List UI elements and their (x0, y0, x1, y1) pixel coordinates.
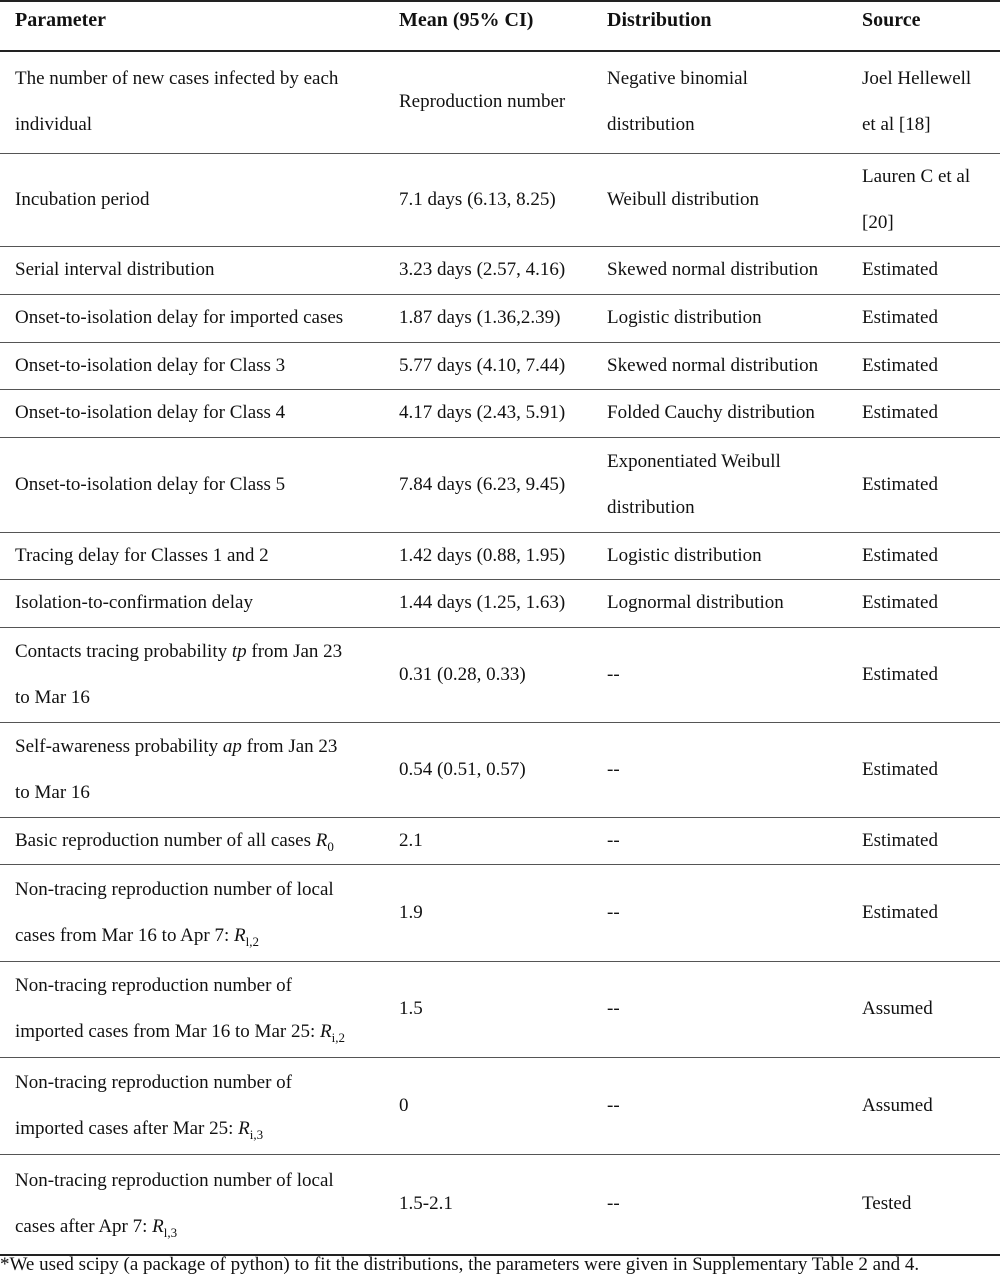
table-row (0, 51, 1000, 153)
table-row (0, 342, 1000, 389)
table-footnote: *We used scipy (a package of python) to fit the distributions, the parameters were given in Supplementary Table 2 and 4. (0, 1254, 920, 1275)
cell-source: Estimated (847, 437, 1000, 532)
cell-source: Estimated (847, 246, 1000, 294)
table-row (0, 817, 1000, 864)
header-mean: Mean (95% CI) (384, 1, 592, 51)
cell-parameter: Non-tracing reproduction number of local cases after Apr 7: $R_{l,3}$ (0, 1154, 384, 1255)
cell-distribution: Logistic distribution (592, 532, 847, 579)
cell-parameter: Incubation period (0, 153, 384, 246)
cell-parameter: Non-tracing reproduction number of imported cases from Mar 16 to Mar 25: $R_{i,2}$ (0, 961, 384, 1057)
cell-mean: 4.17 days (2.43, 5.91) (384, 389, 592, 437)
cell-distribution: Logistic distribution (592, 294, 847, 342)
table-header-row (0, 1, 1000, 51)
cell-source: Assumed (847, 1057, 1000, 1154)
cell-distribution: -- (592, 817, 847, 864)
math-subscript: l,2 (245, 933, 259, 949)
cell-mean: 1.44 days (1.25, 1.63) (384, 579, 592, 627)
table-row (0, 579, 1000, 627)
cell-distribution: Exponentiated Weibull distribution (592, 437, 847, 532)
cell-mean: 7.1 days (6.13, 8.25) (384, 153, 592, 246)
cell-mean: 5.77 days (4.10, 7.44) (384, 342, 592, 389)
cell-source: Estimated (847, 532, 1000, 579)
math-symbol: R (319, 1021, 332, 1042)
cell-source: Tested (847, 1154, 1000, 1255)
cell-mean: 2.1 (384, 817, 592, 864)
math-subscript: i,2 (331, 1029, 345, 1045)
cell-mean: 3.23 days (2.57, 4.16) (384, 246, 592, 294)
cell-parameter: Isolation-to-confirmation delay (0, 579, 384, 627)
math-symbol: R (238, 1117, 250, 1139)
math-subscript: 0 (327, 838, 334, 854)
table-row (0, 294, 1000, 342)
table-row (0, 864, 1000, 961)
cell-mean: 1.42 days (0.88, 1.95) (384, 532, 592, 579)
cell-source: Estimated (847, 864, 1000, 961)
cell-distribution: -- (592, 627, 847, 722)
cell-parameter: Onset-to-isolation delay for imported cases (0, 294, 384, 342)
cell-parameter: Serial interval distribution (0, 246, 384, 294)
cell-mean: 1.9 (384, 864, 592, 961)
table-row (0, 389, 1000, 437)
cell-mean: 0.54 (0.51, 0.57) (384, 722, 592, 817)
cell-distribution: -- (592, 722, 847, 817)
cell-parameter: Onset-to-isolation delay for Class 5 (0, 437, 384, 532)
header-distribution: Distribution (592, 1, 847, 51)
cell-source: Estimated (847, 579, 1000, 627)
cell-parameter: The number of new cases infected by each individual (0, 51, 384, 153)
table-row (0, 627, 1000, 722)
math-subscript: l,3 (163, 1225, 178, 1241)
header-parameter: Parameter (0, 1, 384, 51)
cell-mean: 1.5 (384, 961, 592, 1057)
cell-mean: 0 (384, 1057, 592, 1154)
table-row (0, 722, 1000, 817)
cell-parameter: Self-awareness probability ap from Jan 23 to Mar 16 (0, 722, 384, 817)
cell-source: Estimated (847, 342, 1000, 389)
cell-source: Estimated (847, 389, 1000, 437)
math-subscript: i,3 (249, 1126, 264, 1142)
math-symbol: R (233, 924, 246, 946)
cell-source: Estimated (847, 627, 1000, 722)
cell-mean: Reproduction number (384, 51, 592, 153)
cell-source: Estimated (847, 722, 1000, 817)
cell-parameter: Non-tracing reproduction number of imported cases after Mar 25: $R_{i,3}$ (0, 1057, 384, 1154)
math-symbol: R (152, 1216, 164, 1238)
math-symbol: tp (231, 640, 247, 662)
table-row (0, 532, 1000, 579)
cell-mean: 1.5-2.1 (384, 1154, 592, 1255)
cell-source: Lauren C et al [20] (847, 153, 1000, 246)
cell-distribution: Skewed normal distribution (592, 342, 847, 389)
table-row (0, 1154, 1000, 1255)
table-row (0, 1057, 1000, 1154)
cell-parameter: Onset-to-isolation delay for Class 3 (0, 342, 384, 389)
cell-distribution: Folded Cauchy distribution (592, 389, 847, 437)
cell-parameter: Onset-to-isolation delay for Class 4 (0, 389, 384, 437)
cell-source: Joel Hellewell et al [18] (847, 51, 1000, 153)
table-row (0, 437, 1000, 532)
math-symbol: ap (222, 735, 242, 757)
cell-source: Estimated (847, 817, 1000, 864)
cell-distribution: Lognormal distribution (592, 579, 847, 627)
cell-distribution: Skewed normal distribution (592, 246, 847, 294)
cell-source: Assumed (847, 961, 1000, 1057)
cell-distribution: -- (592, 1057, 847, 1154)
cell-parameter: Contacts tracing probability tp from Jan 23 to Mar 16 (0, 627, 384, 722)
table-row (0, 153, 1000, 246)
cell-distribution: -- (592, 961, 847, 1057)
cell-mean: 0.31 (0.28, 0.33) (384, 627, 592, 722)
cell-mean: 1.87 days (1.36,2.39) (384, 294, 592, 342)
cell-distribution: Negative binomial distribution (592, 51, 847, 153)
cell-distribution: -- (592, 1154, 847, 1255)
cell-parameter: Basic reproduction number of all cases $R_0$ (0, 817, 384, 864)
table-row (0, 961, 1000, 1057)
cell-distribution: -- (592, 864, 847, 961)
cell-source: Estimated (847, 294, 1000, 342)
cell-mean: 7.84 days (6.23, 9.45) (384, 437, 592, 532)
header-source: Source (847, 1, 1000, 51)
cell-distribution: Weibull distribution (592, 153, 847, 246)
table-row (0, 246, 1000, 294)
math-symbol: R (315, 829, 328, 851)
cell-parameter: Tracing delay for Classes 1 and 2 (0, 532, 384, 579)
cell-parameter: Non-tracing reproduction number of local cases from Mar 16 to Apr 7: $R_{l,2}$ (0, 864, 384, 961)
